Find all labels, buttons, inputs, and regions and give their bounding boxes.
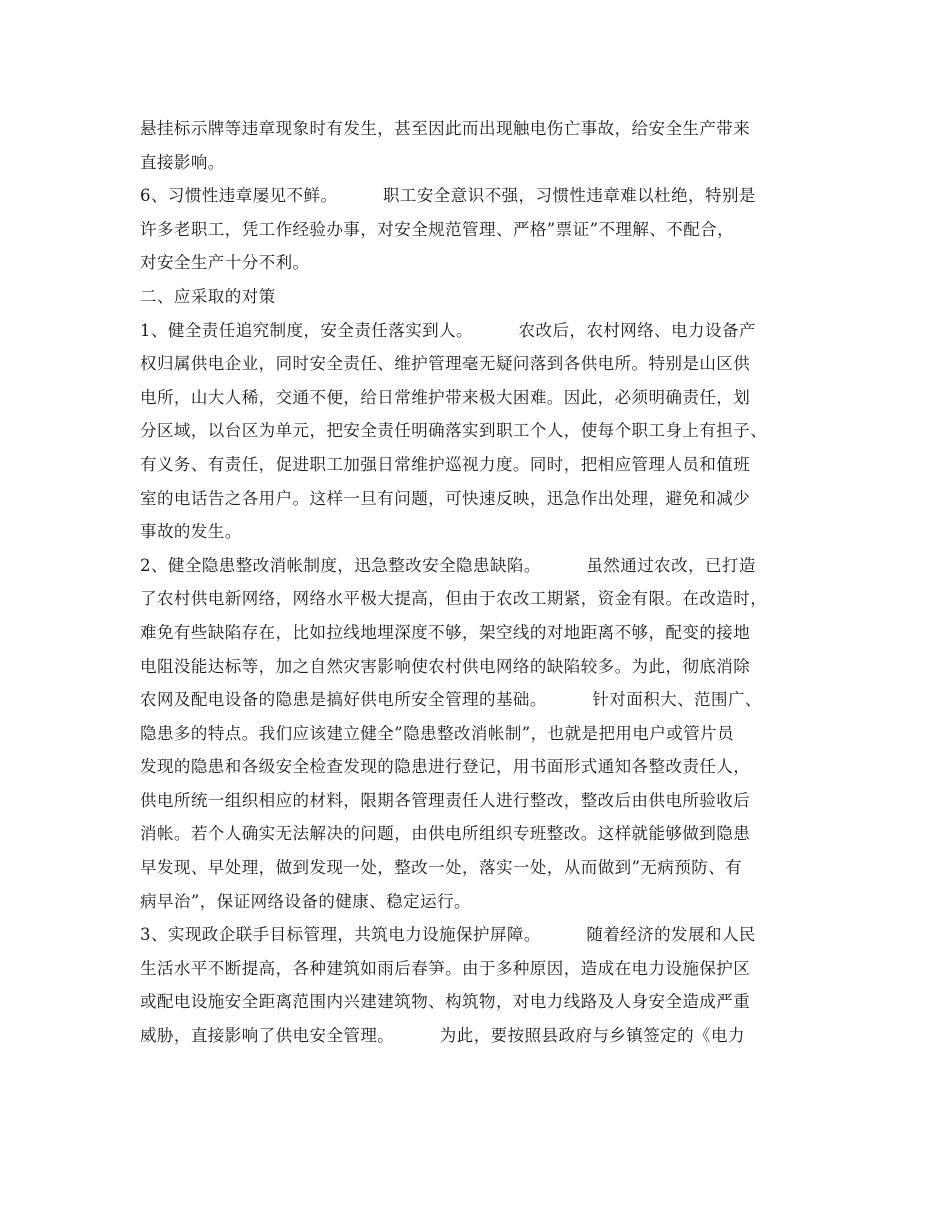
text-line: 对安全生产十分不利。 [140, 253, 310, 273]
text-line: 分区域，以台区为单元，把安全责任明确落实到职工个人，使每个职工身上有担子、 [140, 421, 768, 441]
document-body [140, 112, 820, 1053]
text-line: 电阻没能达标等，加之自然灾害影响使农村供电网络的缺陷较多。为此，彻底消除 [140, 656, 751, 676]
text-line: 或配电设施安全距离范围内兴建建筑物、构筑物，对电力线路及人身安全造成严重 [140, 992, 751, 1012]
text-line: 6、习惯性违章屡见不鲜。 职工安全意识不强，习惯性违章难以杜绝，特别是 [140, 186, 756, 206]
text-line: 2、健全隐患整改消帐制度，迅急整改安全隐患缺陷。 虽然通过农改，已打造 [140, 555, 756, 575]
text-line: 早发现、早处理，做到发现一处，整改一处，落实一处，从而做到”无病预防、有 [140, 858, 743, 878]
section-heading: 二、应采取的对策 [140, 286, 276, 306]
text-line: 了农村供电新网络，网络水平极大提高，但由于农改工期紧，资金有限。在改造时， [140, 589, 768, 609]
text-line: 发现的隐患和各级安全检查发现的隐患进行登记，用书面形式通知各整改责任人， [140, 757, 751, 777]
text-line: 室的电话告之各用户。这样一旦有问题，可快速反映，迅急作出处理，避免和减少 [140, 488, 751, 508]
text-line: 许多老职工，凭工作经验办事，对安全规范管理、严格”票证”不理解、不配合， [140, 219, 735, 239]
text-line: 威胁，直接影响了供电安全管理。 为此，要按照县政府与乡镇签定的《电力 [140, 1026, 745, 1046]
text-line: 生活水平不断提高，各种建筑如雨后春笋。由于多种原因，造成在电力设施保护区 [140, 958, 751, 978]
text-line: 消帐。若个人确实无法解决的问题，由供电所组织专班整改。这样就能够做到隐患 [140, 824, 751, 844]
text-line: 悬挂标示牌等违章现象时有发生，甚至因此而出现触电伤亡事故，给安全生产带来 [140, 119, 751, 138]
text-line: 权归属供电企业，同时安全责任、维护管理毫无疑问落到各供电所。特别是山区供 [140, 354, 751, 374]
text-line: 隐患多的特点。我们应该建立健全”隐患整改消帐制”，也就是把用电户或管片员 [140, 723, 735, 743]
text-line: 电所，山大人稀，交通不便，给日常维护带来极大困难。因此，必须明确责任，划 [140, 387, 751, 407]
text-line: 事故的发生。 [140, 522, 242, 542]
text-line: 供电所统一组织相应的材料，限期各管理责任人进行整改，整改后由供电所验收后 [140, 790, 751, 810]
text-line: 3、实现政企联手目标管理，共筑电力设施保护屏障。 随着经济的发展和人民 [140, 925, 756, 945]
text-line: 有义务、有责任，促进职工加强日常维护巡视力度。同时，把相应管理人员和值班 [140, 454, 751, 474]
text-line: 病早治”，保证网络设备的健康、稳定运行。 [140, 891, 471, 911]
text-line: 1、健全责任追究制度，安全责任落实到人。 农改后，农村网络、电力设备产 [140, 320, 756, 340]
text-line: 难免有些缺陷存在，比如拉线地埋深度不够，架空线的对地距离不够，配变的接地 [140, 622, 751, 642]
text-line: 直接影响。 [140, 152, 225, 172]
text-line: 农网及配电设备的隐患是搞好供电所安全管理的基础。 针对面积大、范围广、 [140, 690, 762, 710]
